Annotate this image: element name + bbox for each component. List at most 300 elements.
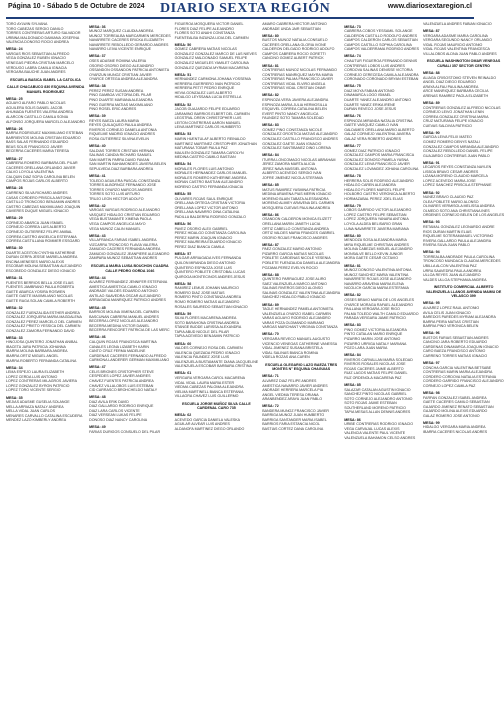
- voter-name: EVERT PINTO NANCY ANGELICA: [262, 111, 319, 116]
- voter-name: TORRES SOTO LUIS ARTURO: [89, 192, 141, 197]
- voter-name: TORREALBA ANDRADE PAULA CAROLINA: [423, 254, 495, 259]
- voter-name: GAETE GAETE MAXIMILIANO NICOLAS: [6, 294, 73, 299]
- voter-name: OSES ADASME ROMINA VALERIA: [89, 59, 147, 64]
- voter-name: NICOLICH GARCIA MARIA ESTEFANIA: [344, 286, 409, 291]
- voter-name: ROMERO PINTO CONSTANZA ANDREA: [174, 295, 242, 300]
- voter-name: GONZALEZ PEREZ MARCELO DEL CARMEN: [6, 319, 82, 324]
- mesa-heading: MESA: 95: [423, 301, 440, 306]
- voter-name: RUIZ LAGOS MATIAS FELIPE DANIEL: [344, 371, 408, 376]
- voter-name: MENDOZA SOSA ALEJANDRA MARIA: [344, 238, 407, 243]
- voter-name: GAJARDO JIMENEZ RENATO SEBASTIAN: [423, 404, 494, 409]
- voter-name: MENDEZ LAZO KIMBERLY ANDREA: [6, 418, 67, 423]
- voter-name: DUARTE YANEZ ALEJANDRO ANTONIO: [344, 97, 412, 102]
- voter-name: VARGAS MARCHANT VIRGINIA CONSTANZA: [262, 325, 338, 330]
- voter-name: GAETE ABARCA YOSIRA ROSWEN: [6, 289, 66, 294]
- voter-name: IBARRA ROBERTO FERNANDA CATALINA: [6, 358, 77, 363]
- voter-name: CHAVEZ FUENTES PATRICIA ANDREA: [89, 378, 154, 383]
- column-4: [262, 22, 340, 710]
- mesa-heading: MESA: 89: [262, 302, 279, 307]
- voter-name: CORNEJO GUTIERREZ FELIPE ANIBAL: [6, 229, 73, 234]
- voter-name: BARRA RODRIGUEZ MAXIMILIANO ESTEBAN: [6, 131, 84, 136]
- voter-name: GONZALEZ JORQUERA MARIA MAGDALENA: [6, 315, 82, 320]
- voter-name: CONTRERAS VIDAL CRISTIAN OMAR: [262, 86, 326, 91]
- voter-name: URRA SAAVEDRA PAULA ANDREA: [423, 268, 482, 273]
- voter-name: OYARCE ORTEGA ANDREA ALEJANDRA: [89, 77, 158, 82]
- voter-name: CORDOVA SALINAS DENISSE VICTORIA: [344, 68, 413, 73]
- mesa-heading: MESA: 89: [423, 100, 440, 105]
- voter-name: ROJAS CACERES JAIME ALBERTO: [344, 366, 404, 371]
- voter-name: LOPEZ CERDA LUIS ANTONIO: [6, 374, 58, 379]
- voter-name: RIVEROS CORNEJO DANIELA ANTONIA: [89, 127, 157, 132]
- voter-name: MORA GAETE CESAR OCTAVIO: [344, 256, 398, 261]
- voter-name: VALENZUELA ANDRES FABIAN IGNACIO: [423, 22, 492, 26]
- voter-name: MELLA ARRIAZA NATALY ANDREA: [6, 404, 64, 409]
- voter-name: HOLBORO CASTRO VERONICA ALBERTO: [344, 192, 416, 197]
- voter-name: GONZALEZ QUEZADA MYRIAM MACARENA: [174, 65, 249, 70]
- voter-name: HIDALGO CAREN ALEJANDRA: [344, 183, 396, 188]
- voter-name: BARRA PEIRA MATIAS CRISTIAN: [423, 319, 479, 324]
- voter-name: MONSALVE BELLO KEVIN JUNIOR: [344, 251, 403, 256]
- voter-name: BARRIGA MUNOZ JUAN HUMBERTO: [262, 413, 325, 418]
- voter-name: VENEGAS PIEDRA CRISTIAN MARCELO: [6, 60, 75, 65]
- voter-name: HEVIA GONZALEZ LUIS ALBERTO: [174, 90, 233, 95]
- voter-name: DIAZ VERSEAN LUKAS FELIPE: [89, 413, 142, 418]
- voter-name: LOPEZ CASTRO FELIPE SEBASTIAN: [344, 212, 407, 217]
- voter-name: TORRES CONTRERAS ARTURO SALVADOR: [6, 31, 81, 36]
- voter-name: PINO GOMEZ VICTORIA ALEJANDRA: [344, 327, 407, 332]
- voter-name: ANGEL DIAZ DIEGO EDUARDO: [423, 80, 476, 85]
- mesa-heading: MESA: 85: [262, 183, 279, 188]
- voter-name: OLIVARES ROJAS SAUL ENRIQUE: [174, 196, 233, 201]
- mesa-heading: MESA: 82: [262, 93, 279, 98]
- voter-name: PINO GUERRA MATIAS MAXIMILIANO: [89, 102, 153, 107]
- voter-name: TAPIA MESAS ALLAN DENNIS ANDRES: [344, 410, 411, 415]
- voter-name: ROSA GUTIERREZ SILVINA EVELIN: [89, 136, 149, 141]
- voter-name: UBILLA ALCON VALENTINA PAZ: [423, 264, 477, 268]
- mesa-heading: MESA: 35: [6, 395, 23, 400]
- voter-name: BASTIAS CORTEZ DANA CAROLINA: [262, 427, 324, 432]
- voter-name: PEREZ HIDALGO CONSTANZA CAROLINA: [174, 231, 246, 236]
- voter-name: LISBOA BRAVO CESAR ANDRES: [423, 169, 479, 174]
- voter-name: PINO GAMBOA VICTORIA DEL PILAR: [89, 93, 152, 98]
- mesa-heading: MESA: 44: [89, 275, 106, 280]
- mesa-heading: MESA: 31: [6, 276, 23, 281]
- mesa-heading: MESA: 71: [262, 374, 279, 379]
- voter-name: MATUS RAMIREZ YASMINA PATRICIA: [262, 187, 326, 192]
- voter-name: VALENCIA QUEZADA PEDRO IGNACIO: [174, 350, 241, 355]
- voter-name: PAILLANA VERGARA JOSE RIGO: [344, 307, 400, 312]
- mesa-heading: MESA: 73: [344, 24, 361, 29]
- voter-name: GAJARDO MOLINA ALEXIS EDUARDO: [423, 409, 488, 414]
- voter-name: GONZALEZ OROSTICA MATIAS ALEJANDRO: [262, 132, 338, 137]
- mesa-heading: MESA: 51: [174, 72, 192, 77]
- voter-name: CAMPOS ROJAS CARLOS ALBERTO: [6, 179, 68, 184]
- voter-name: QUINTERO PARRAGUEZ JOSE ALIRO: [262, 277, 327, 282]
- voter-name: ENCINA MENESES MARIO ALEXIS: [6, 259, 65, 264]
- voter-name: RIVERA SILVA JUAN PABLO: [423, 243, 470, 248]
- voter-name: REYES QUILAQUEO PAULA ANDREA: [89, 123, 152, 128]
- voter-name: LECAROS REYES CONSTANZA NAYLEN: [423, 165, 492, 170]
- mesa-heading: MESA: 87: [262, 242, 279, 247]
- mesa-heading: MESA: 83: [344, 323, 361, 328]
- voter-name: RAMIREZ LEMUS JOHANN MAURICIO: [174, 286, 239, 291]
- mesa-heading: MESA: 58: [174, 281, 192, 286]
- voter-name: AGUAYO ALFARO PABLO NICOLAS: [6, 101, 66, 106]
- voter-name: VARGAS RIOS SEBASTIAN ALFREDO: [6, 51, 70, 56]
- voter-name: AMESTICA AMESTICA CAMILO IGNACIO: [89, 284, 158, 289]
- voter-name: VERGARA ADASME MARIA CAROLINA: [423, 33, 488, 38]
- voter-name: BANDERA MUNOZ FRANCISCO JAVIER: [262, 408, 330, 413]
- voter-name: VEGA CAMPOS ANGELICA MAYO: [89, 222, 146, 227]
- voter-name: CANCINO JARA ROBERTO EDUARDO: [423, 340, 488, 345]
- voter-name: AGUILAR ALVEAR LUIS ANDRES: [174, 422, 230, 427]
- voter-name: LOYOLA ALDEA BELISARIO GRAN: [344, 222, 403, 227]
- voter-name: CANTO CRUZ FERMA MADELINE: [89, 349, 146, 354]
- voter-name: ORELLANA NAVARRO DINA CATALINA: [174, 210, 240, 215]
- voter-name: LOPEZ CONTRERAS MILAGROS JAVIERA: [6, 379, 78, 384]
- mesa-heading: MESA: 27: [6, 156, 23, 161]
- voter-name: ORTIZ VALDES MARIA FRANCES GABRIEL: [262, 231, 335, 236]
- polling-place-heading: INSTITUTO COMERCIAL ALBERTO VALENZUELA LLANOS AVENIDA MAIMU DE VELASCO 399: [425, 285, 502, 299]
- voter-name: CONTRERAS VIDAL ELVIRO ANGELA: [262, 81, 326, 86]
- voter-name: VIZCARRA TRONCOSO FLAVIA VALERIA: [89, 242, 158, 247]
- voter-name: GOMEZ ROMERO DENYS NATALI: [423, 139, 480, 144]
- voter-name: CONTRERAS LOBOS LUIS ANDRES: [344, 63, 405, 68]
- voter-name: ESPINOZA MARIA JULIA HERMOSILLA: [262, 102, 328, 107]
- voter-name: BARRIGA SANTANDER MARIA ISABEL: [262, 417, 327, 422]
- voter-name: PINO DUARTE MARIANA ALEJANDRA: [89, 97, 153, 102]
- voter-list-columns: [6, 22, 504, 710]
- mesa-heading: MESA: 72: [262, 404, 279, 409]
- voter-name: OSANDON CALDERON MONICA ELIZETT: [262, 217, 332, 222]
- mesa-heading: MESA: 52: [174, 102, 192, 107]
- voter-name: OYARCE MORAGA RAFAEL ALEJANDRO: [344, 302, 413, 307]
- voter-name: TAGLE HERNANDEZ PAMELA ANTONIETA: [262, 307, 334, 312]
- mesa-heading: MESA: 80: [262, 33, 279, 38]
- mesa-heading: MESA: 61: [174, 371, 192, 376]
- voter-name: DONOSO DIAZ NANCY CAROLINA: [89, 417, 148, 422]
- voter-name: OSORIO OSORIO DIEGO ALEJANDRO: [89, 63, 154, 68]
- voter-name: VARAS AGUAYO RODRIGO ALEJANDRO: [262, 316, 331, 321]
- voter-name: NUNEZ BRAVO CLAUDIO PAZ: [423, 195, 474, 200]
- voter-name: ARAYA ALFAU PAULINA ANDREA: [423, 84, 479, 89]
- polling-place-heading: ESCUELA OLEGARIO LAZO BAEZA TRES MONTES N° ESQUINA CHAGUIAS: [265, 362, 338, 372]
- voter-name: CAMPOS CASTILLO SOPHIA CAROLINA: [344, 42, 412, 47]
- voter-name: DIAZ MOYA FABIAN ANTONIO: [344, 88, 395, 93]
- voter-name: CALQUIN ROJAS FRANCISCA MARTINA: [89, 339, 157, 344]
- voter-name: CONTRERAS MUNOZ NICOLAS FERNANDO: [262, 68, 337, 73]
- voter-name: SALDIAS TORRES CRISTIAN HERNAN: [89, 148, 155, 153]
- voter-name: GONZALEZ PRIETO YESSICA DEL CARMEN: [6, 324, 81, 329]
- voter-name: ORDENES CORNEJO BELEN DE LOS ANGELES: [423, 213, 504, 218]
- voter-name: CORREA GONZALEZ CRISTINA MARIA: [423, 114, 489, 119]
- column-6: [423, 22, 504, 710]
- voter-name: GONZALEZ ZAMORA FERNANDO DAVID: [6, 328, 75, 333]
- mesa-heading: MESA: 80: [344, 233, 361, 238]
- voter-name: LEIVA MARTINEZ CARLOS HUMBERTO: [174, 125, 241, 130]
- voter-name: MAULEN GONZALEZ TAMARA CAROLYN: [174, 150, 244, 155]
- voter-name: CID CARRASCO BROHCHELDO NATALY: [89, 388, 158, 393]
- voter-name: AHUMADA FUENTES VALERIA ANDREA: [6, 110, 74, 115]
- voter-name: FUENTEALBA INZUNZA LIDIA DEL CARMEN: [174, 35, 249, 40]
- mesa-heading: MESA: 60: [174, 341, 192, 346]
- voter-name: ANTILAO SAAVEDRA OSCAR ALEJANDRO: [89, 293, 161, 298]
- voter-name: CAMPOS CALDERON CARLOS SEBASTIAN: [344, 38, 418, 43]
- mesa-heading: MESA: 99: [423, 420, 440, 425]
- voter-name: CONTRERAS GONZALEZ ALFREDO NICOLAS: [423, 105, 501, 110]
- voter-name: IBARRA CACERES NICOLAS ANDRES: [423, 430, 488, 435]
- mesa-heading: MESA: 42: [89, 203, 106, 208]
- voter-name: GALAZ VERA ROBERTO ANDRES: [344, 136, 402, 141]
- voter-name: SAN MARTIN BAHAMONDES JAVIERA BELEN: [89, 162, 167, 167]
- voter-name: HERRERA GUERRERO IVAN PATRICIO: [174, 81, 241, 86]
- column-2: [89, 22, 171, 710]
- voter-name: BUSTOS FARIAS SEBASTIAN ANDRES: [423, 335, 489, 340]
- voter-name: PAVEZ OSORIO ALEX GABRIEL: [174, 226, 228, 231]
- voter-name: BECERRA CACERES MARIA TERESA: [6, 149, 70, 154]
- voter-name: OSSES BRAVO MARIA DE LOS ANGELES: [344, 298, 415, 303]
- voter-name: MELLA VIDAL JUAN CARLOS: [6, 409, 55, 414]
- voter-name: CARMONA LANDERER GERMAN MAXIMILIANO: [89, 358, 170, 363]
- voter-name: ROMERO DIAZ JOSE MATIAS: [174, 290, 225, 295]
- voter-name: CALQUIN DIAZ SOFIA CAROLINA BELEN: [6, 174, 75, 179]
- voter-name: ALVAREZ FERNANDEZ JENNIFER ESTEFANIA: [89, 280, 168, 285]
- voter-name: FLORES SOTO ANAHI CONSTANZA: [174, 31, 235, 36]
- voter-name: CACERES ORELLANA ORLANDO JAVIER: [6, 165, 76, 170]
- voter-name: GAETE CACERES CAMILO SEBASTIAN: [423, 400, 490, 405]
- polling-place-heading: CALLE CHACABUCO 830 ESQUINA AVENIDA MANUEL RODRIGUEZ: [6, 85, 85, 94]
- mesa-heading: MESA: 91: [423, 160, 440, 165]
- voter-name: VEGA CARVAJAL LUCAS ALEXIS: [344, 426, 400, 431]
- voter-name: CORNEJO ABARCA JUAN ISMAEL: [6, 220, 64, 225]
- voter-name: CUEVAS SALDIVIA PATRICIO: [423, 123, 472, 128]
- voter-name: LOPEZ SANCHEZ PRISCILA STEPHANIE: [423, 183, 492, 188]
- voter-name: CAMPOS CABRERA ROCIO GORETTI: [262, 51, 326, 56]
- voter-name: VEGA BUSTAMANTE XIMENA PAOLA: [89, 217, 152, 222]
- voter-name: VIDAL JIMENEZ SUSANA BRISTELA: [262, 346, 323, 351]
- voter-name: SALAZAR CATALAN AGUSTIN IGNACIO: [344, 387, 411, 392]
- mesa-heading: MESA: 26: [6, 126, 23, 131]
- voter-name: DUARTE YANEZ ERIKA IRENE: [344, 102, 396, 107]
- voter-name: SOTO BARAHONA CRISTINA ANDREA: [174, 320, 240, 325]
- voter-name: RIVEROS CARVALLAN MARIA SOLEDAD: [344, 357, 413, 362]
- voter-name: ITURRA LONCOMAGO NICOLAS ABRAHAM: [262, 157, 336, 162]
- voter-name: RIQUELME MADRID IGNACIO ANDRES: [89, 132, 155, 137]
- voter-name: LOBOS GARRIDO VICTOR ALEJANDRO: [344, 208, 412, 213]
- voter-name: VIDAL SALINAS BIANCA ROMINA: [262, 350, 319, 355]
- voter-name: FUENTES JAMBRANO PAULA ROBERTA: [6, 285, 75, 290]
- voter-name: HERNANDEZ CARMONA JOHANA YOSSENIA: [174, 77, 251, 82]
- voter-name: SALINAS RIVEROS DIEGO ALONSO: [262, 286, 323, 291]
- voter-name: MOSQUERA CUEVAS PAULINA ANDREA: [262, 205, 331, 210]
- voter-name: CASAS CORDERO PRISCILA ANTONIA: [6, 195, 72, 200]
- voter-name: GALAZ CORNEJO VALENTINA JAVIERA: [344, 132, 411, 137]
- mesa-heading: MESA: 50: [174, 42, 192, 47]
- voter-name: CACERES ORELLANA GLORIA IVONE: [262, 42, 327, 47]
- mesa-heading: MESA: 88: [262, 272, 279, 277]
- voter-name: VALENCIA DONOSO ROCIO ANDREA: [6, 40, 69, 45]
- voter-name: SANCHEZ PINTO NICOLAS GABRIEL: [344, 392, 407, 397]
- voter-name: VARGAS VARGAS RODRIGO ALEJANDRO: [89, 208, 161, 213]
- voter-name: GONZALEZ LOVANDEZ JOHANA CAROLINA: [344, 166, 419, 171]
- voter-name: PINTO CATALAN MARIO ENRIQUE: [344, 332, 403, 337]
- voter-name: AGUILERA SOLIS DANIEL JACOB: [6, 105, 63, 110]
- mesa-heading: MESA: 36: [89, 24, 106, 29]
- voter-name: ARENAS RAMIREZ PAOLA ELIZABETH: [423, 93, 489, 98]
- voter-name: MORENO ALIMEY ARAVENA DEL CARMEN: [262, 201, 335, 206]
- voter-name: SEPULVEDA DIAZ BARBARA ANDREA: [89, 166, 154, 171]
- voter-name: FUENTES BERRIOS BELLA JOSE ELIAS: [6, 280, 74, 285]
- voter-name: CANALES LEGNA LIZABETH KARIN: [89, 344, 150, 349]
- voter-name: ROMO ROMERO MATIAS ALEJANDRO: [174, 299, 240, 304]
- voter-name: ALVAREZ DIAZ FELIPE ANDRES: [262, 378, 317, 383]
- voter-name: STANGE BUDDE LARISSA ALEXANDRA: [174, 325, 242, 330]
- voter-name: LUNA NAVARRETE JAVIERA MARIANA: [344, 226, 409, 231]
- mesa-heading: MESA: 82: [344, 293, 361, 298]
- voter-name: GONZALEZ GAETE JUAN IGNACIO: [262, 141, 322, 146]
- mesa-heading: MESA: 90: [423, 130, 440, 135]
- voter-name: MUNOZ DONOSO VALENTINA ANTONIA: [344, 268, 412, 273]
- voter-name: FARFAN GONZALEZ ISABEL ANDREA: [423, 395, 487, 400]
- voter-name: GARCIA LEIVA FELIX MATEO: [423, 135, 472, 140]
- voter-name: SOUTHERLAND MORENO PATRICIO: [344, 405, 406, 410]
- mesa-heading: MESA: 45: [89, 305, 106, 310]
- polling-place-heading: ESCUELA WASHINGTON OMAR VENEGAS CURALI 357 SECTOR CENTRO: [426, 59, 501, 68]
- voter-name: CORREA CASTILLANA ROMMER ESSGARD: [6, 239, 80, 244]
- mesa-heading: MESA: 85: [344, 383, 361, 388]
- voter-name: VIEDMA CABEZAS PALOMA ALEJANDRA: [174, 385, 244, 390]
- voter-name: MORALES ROMERO KATHERINE ANDREA: [174, 175, 247, 180]
- voter-name: HIDALGO VERGARA MARIA ANDREA: [423, 425, 486, 430]
- voter-name: MARTINEZ MARTINEZ CRISTOPHER JONATHAN: [174, 141, 257, 146]
- voter-name: VALENCIA VALENTE PAUL VICENTE: [344, 431, 406, 436]
- voter-name: TORO CABEZAS SERGIO DANILO: [6, 26, 64, 31]
- voter-name: ACEVEDO GARCIA DANIELA VALESKA: [174, 417, 241, 422]
- voter-name: URIBE CONTRERAS RODRIGO IGNACIO: [344, 422, 414, 427]
- voter-name: CARO BAEZA FRANCISCO ANTONIO: [423, 349, 486, 354]
- voter-name: QUINTERO ESPINOZA JOSE LUIS: [174, 265, 232, 270]
- voter-name: GAETE RAGA SOLAN CAMILA ROBERTH: [6, 298, 76, 303]
- voter-name: GOMEZ DIAZ PATRICIO IGNACIO: [344, 148, 401, 153]
- voter-name: CORDERO CORDOVA NATALIA ESTEFANIA: [423, 374, 497, 379]
- mesa-heading: MESA: 38: [89, 84, 106, 89]
- voter-name: ZAMUDIO CACERES FERNANDA ANDREA: [89, 247, 161, 252]
- mesa-heading: MESA: 29: [6, 216, 23, 221]
- voter-name: VALENZUELA ESCOBAR BARBARA CRISTINA: [174, 364, 252, 369]
- voter-name: CORREA CASTRO ANGELICA ESTEFANIA: [6, 234, 77, 239]
- voter-name: DUARTE ACEITON CYNTHIA KATHERINE: [6, 250, 76, 255]
- voter-name: BASS SALAS FERNANDO EDUARDO: [6, 140, 69, 145]
- voter-name: VALDES CORNEJO ROSA DEL CARMEN: [174, 346, 243, 351]
- voter-name: SANCHEZ HIDALGO PABLO IGNACIO: [262, 295, 326, 300]
- voter-name: VALENZUELA OYARZO ISABEL CARMEN: [262, 311, 332, 316]
- voter-name: ALVAREZ LOPEZ RAUL ANTONIO: [423, 305, 480, 310]
- voter-name: CALDERON CASTILLO RODOLFO ANDRES: [344, 33, 418, 38]
- voter-name: BARRIENTOS MOLINA CRISTIAN EDUARDO: [6, 135, 81, 140]
- voter-name: ESPINOZA VERA JAVIERA ALEJANDRA: [262, 97, 329, 102]
- voter-name: VIDAL ROJAS VALENTINA FRANCESCA: [423, 47, 490, 52]
- voter-name: ARCE MANRIQUEZ BARBARA CECILIA: [423, 89, 489, 94]
- mesa-heading: MESA: 97: [423, 361, 440, 366]
- mesa-heading: MESA: 86: [344, 417, 361, 422]
- voter-name: MENARES CARVALLO CATALINA ESCUDERA: [6, 413, 83, 418]
- voter-name: BASCUNAN CABRERA MANUEL ANDRES: [89, 314, 159, 319]
- voter-name: ZAMUDIO GONZALEZ JEANPIERE ALEJANDRO: [89, 251, 170, 256]
- voter-name: DURAN CERPA JESSIE MARIELA ANDREA: [6, 255, 78, 260]
- mesa-heading: MESA: 48: [89, 395, 106, 400]
- voter-name: CRUZ MATURANA FELIPE IGNACIO: [423, 119, 484, 124]
- voter-name: MOLINA CABEZAS MIGUEL ALEJANDRO: [344, 247, 413, 252]
- voter-name: TORRES ALBORNOZ FERNANDO JOSE: [89, 183, 157, 188]
- voter-name: QUILON MIRANDA DIEGO ANTONIO: [174, 261, 236, 265]
- voter-name: TOLEDO AGUILERA PASCAL CONSTANZA: [89, 178, 161, 183]
- voter-name: MIRA RIQUELME CHRISTIAN ANDRES: [344, 242, 409, 247]
- mesa-heading: MESA: 53: [174, 132, 192, 137]
- mesa-heading: MESA: 30: [6, 246, 23, 251]
- voter-name: CAVIERES DUQUE MIGUEL IGNACIO: [6, 209, 69, 214]
- voter-name: JACOB GUAJARDO FELIPE EDUARDO: [174, 107, 240, 112]
- voter-name: CONTRERAS MANRIQUEZ MAYRA MARIA: [262, 72, 334, 77]
- mesa-heading: MESA: 47: [89, 365, 106, 370]
- voter-name: NAVARRETE REBOLLEDO GERARDO ANDRES: [89, 42, 169, 47]
- voter-name: DIAZ AVILA ERIK DAVID: [89, 399, 129, 404]
- mesa-heading: MESA: 32: [6, 305, 23, 310]
- voter-name: LOPEZ JORQUERA YANARA ANTONIA: [344, 217, 409, 222]
- voter-name: VARAS POZA OLDMANDO MARIANO: [262, 320, 325, 325]
- voter-name: FAUNDEZ SOTO TAMARA SOLEDAD: [262, 116, 324, 121]
- mesa-heading: MESA: 79: [344, 203, 361, 208]
- voter-name: VIDAL VIDAL LAURA MARIA ESTER: [174, 380, 235, 385]
- voter-name: ORELLANA LOPEZ VICTOR ANTONIO: [174, 205, 239, 210]
- voter-name: GUAJARDO CONTRERAS JUAN PABLO: [423, 153, 490, 158]
- voter-name: OSSANDON OSSANDON PATRICIA ANTONIETA: [89, 68, 170, 73]
- voter-name: VILLALOBOS ALDNA JUAN PABLO ANDRES: [423, 51, 497, 56]
- column-1: [6, 22, 85, 710]
- voter-name: PIZARRO GARCIA MATIAS NICOLAS: [262, 251, 324, 256]
- voter-name: CALVO LOYOLA VALENTINA: [6, 170, 54, 175]
- voter-name: MEDINA ARAVENA PIAS MERIN IGNACIO: [262, 192, 332, 197]
- voter-name: POBLETE FUENZALIDA DANIELA ALEJANDRA: [262, 261, 341, 265]
- voter-name: VERGARA BAUCHE JUAN ANDRES: [6, 70, 66, 75]
- mesa-heading: MESA: 40: [89, 144, 106, 149]
- voter-name: PULGAR ARRIAGADA IVES FERNANDA: [174, 256, 242, 261]
- voter-name: BUSTOS MUNOZ NATALIA CONSUELO: [262, 38, 328, 43]
- mesa-heading: MESA: 59: [174, 311, 192, 316]
- voter-name: ALFONSO JORQUERA MARCELO ALEJANDRO: [6, 119, 86, 124]
- voter-name: ANDRADE HERRERA MARCELA PIA: [262, 388, 324, 393]
- voter-name: CARRENO TORRES MATIAS IGNACIO: [423, 354, 488, 359]
- mesa-heading: MESA: 92: [423, 190, 440, 195]
- voter-name: CORDERO GARRIDO FRANCISCO ALEJANDRO: [423, 379, 504, 384]
- voter-name: LEMA ESPEJO LAURA ELIZABETH: [6, 370, 65, 375]
- voter-name: PADILLA BALDERRA RODRIGO GONZALO: [174, 214, 246, 219]
- voter-name: LOPEZ TORO VICENTE SERGIO: [6, 388, 61, 393]
- page-date-line: Página 10 - Sábado 5 de Octubre de 2024: [8, 3, 145, 10]
- voter-name: ALIAGA CRISOSTOMO STEVEN REINALDO: [423, 75, 497, 80]
- page-header: [0, 0, 480, 18]
- voter-name: VICENCIO VENEGAS CATHERINE VANESSA: [262, 341, 338, 346]
- voter-name: JEREZ NAVA MASSIEL ANTONIA: [262, 166, 317, 171]
- voter-name: GONZALEZ FUENZALIDA ESTHER ANDREA: [6, 310, 80, 315]
- voter-name: MORALES HERNANDEZ CARLOS MANUEL: [174, 171, 248, 176]
- voter-name: CONCHA GARCIA VALENTINA BETSABE: [423, 365, 492, 370]
- voter-name: PEREZ DIAZ BIANCA CAMILA: [174, 244, 225, 249]
- voter-name: DINAMARCA LOGO ISMAEL: [344, 93, 392, 98]
- voter-name: CARRENO SILVA RICHARD ANDRES: [6, 191, 68, 196]
- website-url[interactable]: www.diariosextaregion.cl: [387, 3, 472, 10]
- voter-name: ARRIAGADA MANRIQUEZ PATRICIO ANDRES: [89, 298, 166, 303]
- voter-name: AVILA CELIS JUAN IGNACIO: [423, 310, 471, 315]
